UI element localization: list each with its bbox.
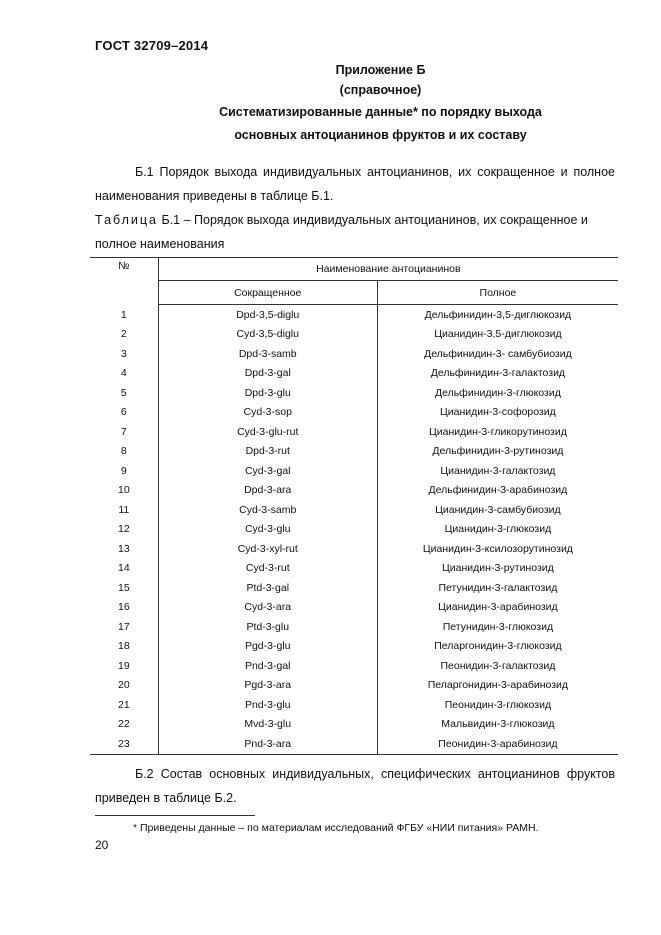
table-row [90, 539, 618, 559]
full-name: Цианидин-3-арабинозид [377, 598, 618, 618]
footnote: * Приведены данные – по материалам исследований ФГБУ «НИИ питания» РАМН. [133, 822, 539, 834]
row-number: 5 [120, 386, 127, 399]
table-row [90, 461, 618, 481]
full-name: Дельфинидин-3- самбубиозид [377, 344, 618, 364]
full-name: Цианидин-3-гликорутинозид [377, 422, 618, 442]
row-number: 13 [117, 542, 130, 555]
full-name: Петунидин-3-глюкозид [377, 617, 618, 637]
table-caption [95, 208, 615, 256]
footnote-rule [95, 815, 255, 816]
short-name: Cyd-3-glu [158, 520, 377, 540]
appendix-heading-line1: Систематизированные данные* по порядку выхода [219, 105, 542, 119]
paragraph-b1: Б.1 Порядок выхода индивидуальных антоцианинов, их сокращенное и полное наименования приведены в таблице Б.1. [95, 165, 615, 203]
short-name: Cyd-3-ara [158, 598, 377, 618]
table-row [90, 578, 618, 598]
table-body [90, 305, 618, 755]
row-number: 2 [120, 328, 127, 341]
table-row [90, 364, 618, 384]
row-number: 21 [117, 698, 130, 711]
table-row [90, 383, 618, 403]
full-name: Дельфинидин-3-рутинозид [377, 442, 618, 462]
table-caption-text: Б.1 – Порядок выхода индивидуальных антоцианинов, их сокращенное и полное наименования [95, 213, 588, 251]
appendix-title: Приложение Б [335, 63, 426, 77]
table-row [90, 305, 618, 325]
full-name: Цианидин-3-ксилозорутинозид [377, 539, 618, 559]
row-number: 20 [117, 679, 130, 692]
table-caption-label: Таблица [95, 213, 159, 227]
row-number: 6 [120, 406, 127, 419]
table-row [90, 656, 618, 676]
table-row [90, 637, 618, 657]
full-name: Цианидин-3-самбубиозид [377, 500, 618, 520]
short-name: Dpd-3-gal [158, 364, 377, 384]
row-number: 10 [117, 484, 130, 497]
short-name: Pnd-3-gal [158, 656, 377, 676]
col-number-header: № [90, 258, 158, 305]
table-row [90, 422, 618, 442]
short-name: Cyd-3-gal [158, 461, 377, 481]
full-name: Пеонидин-3-арабинозид [377, 734, 618, 754]
table-row [90, 481, 618, 501]
row-number: 4 [120, 367, 127, 380]
page-number: 20 [95, 838, 109, 852]
row-number: 19 [117, 659, 130, 672]
short-name: Cyd-3-glu-rut [158, 422, 377, 442]
table-row [90, 559, 618, 579]
row-number: 9 [120, 464, 127, 477]
row-number: 11 [118, 503, 130, 516]
short-name: Cyd-3-samb [158, 500, 377, 520]
short-name: Pnd-3-ara [158, 734, 377, 754]
full-name: Пеларгонидин-3-арабинозид [377, 676, 618, 696]
table-row [90, 598, 618, 618]
full-name: Пеонидин-3-галактозид [377, 656, 618, 676]
row-number: 23 [90, 734, 158, 754]
full-name: Дельфинидин-3,5-диглюкозид [377, 305, 618, 325]
row-number: 18 [117, 640, 130, 653]
full-name: Дельфинидин-3-арабинозид [377, 481, 618, 501]
short-name: Dpd-3-ara [158, 481, 377, 501]
short-name: Cyd-3-sop [158, 403, 377, 423]
full-name: Цианидин-3-софорозид [377, 403, 618, 423]
short-name: Pgd-3-ara [158, 676, 377, 696]
col-full-header: Полное [377, 281, 618, 305]
row-number: 14 [117, 562, 130, 575]
short-name: Ptd-3-glu [158, 617, 377, 637]
short-name: Mvd-3-glu [158, 715, 377, 735]
row-number: 17 [117, 620, 130, 633]
table-row [90, 344, 618, 364]
col-short-header: Сокращенное [158, 281, 377, 305]
full-name: Пеларгонидин-3-глюкозид [377, 637, 618, 657]
short-name: Ptd-3-gal [158, 578, 377, 598]
appendix-heading-line2: основных антоцианинов фруктов и их составу [234, 128, 527, 142]
table-row [90, 442, 618, 462]
short-name: Pgd-3-glu [158, 637, 377, 657]
row-number: 7 [120, 425, 127, 438]
table-row [90, 617, 618, 637]
full-name: Пеонидин-3-глюкозид [377, 695, 618, 715]
table-row [90, 500, 618, 520]
table-row [90, 734, 618, 754]
short-name: Dpd-3-glu [158, 383, 377, 403]
full-name: Цианидин-3-галактозид [377, 461, 618, 481]
full-name: Цианидин-3,5-диглюкозид [377, 325, 618, 345]
row-number: 12 [117, 523, 130, 536]
short-name: Pnd-3-glu [158, 695, 377, 715]
row-number: 16 [117, 601, 130, 614]
short-name: Cyd-3-rut [158, 559, 377, 579]
table-row [90, 695, 618, 715]
row-number: 22 [117, 718, 130, 731]
full-name: Петунидин-3-галактозид [377, 578, 618, 598]
col-group-header: Наименование антоцианинов [158, 258, 618, 281]
table-row [90, 403, 618, 423]
row-number: 8 [120, 445, 127, 458]
short-name: Dpd-3-samb [158, 344, 377, 364]
paragraph-b2: Б.2 Состав основных индивидуальных, специфических антоцианинов фруктов приведен в таблице Б.2. [95, 767, 615, 805]
short-name: Cyd-3,5-diglu [158, 325, 377, 345]
short-name: Dpd-3,5-diglu [158, 305, 377, 325]
full-name: Дельфинидин-3-галактозид [377, 364, 618, 384]
short-name: Cyd-3-xyl-rut [158, 539, 377, 559]
appendix-type: (справочное) [339, 83, 422, 97]
full-name: Цианидин-3-рутинозид [377, 559, 618, 579]
row-number: 1 [120, 308, 127, 321]
anthocyanin-table [90, 257, 618, 755]
full-name: Мальвидин-3-глюкозид [377, 715, 618, 735]
table-row [90, 676, 618, 696]
table-row [90, 715, 618, 735]
short-name: Dpd-3-rut [158, 442, 377, 462]
full-name: Цианидин-3-глюкозид [377, 520, 618, 540]
document-code: ГОСТ 32709–2014 [95, 38, 209, 53]
full-name: Дельфинидин-3-глюкозид [377, 383, 618, 403]
row-number: 15 [117, 581, 130, 594]
row-number: 3 [120, 347, 127, 360]
table-row [90, 520, 618, 540]
table-row [90, 325, 618, 345]
